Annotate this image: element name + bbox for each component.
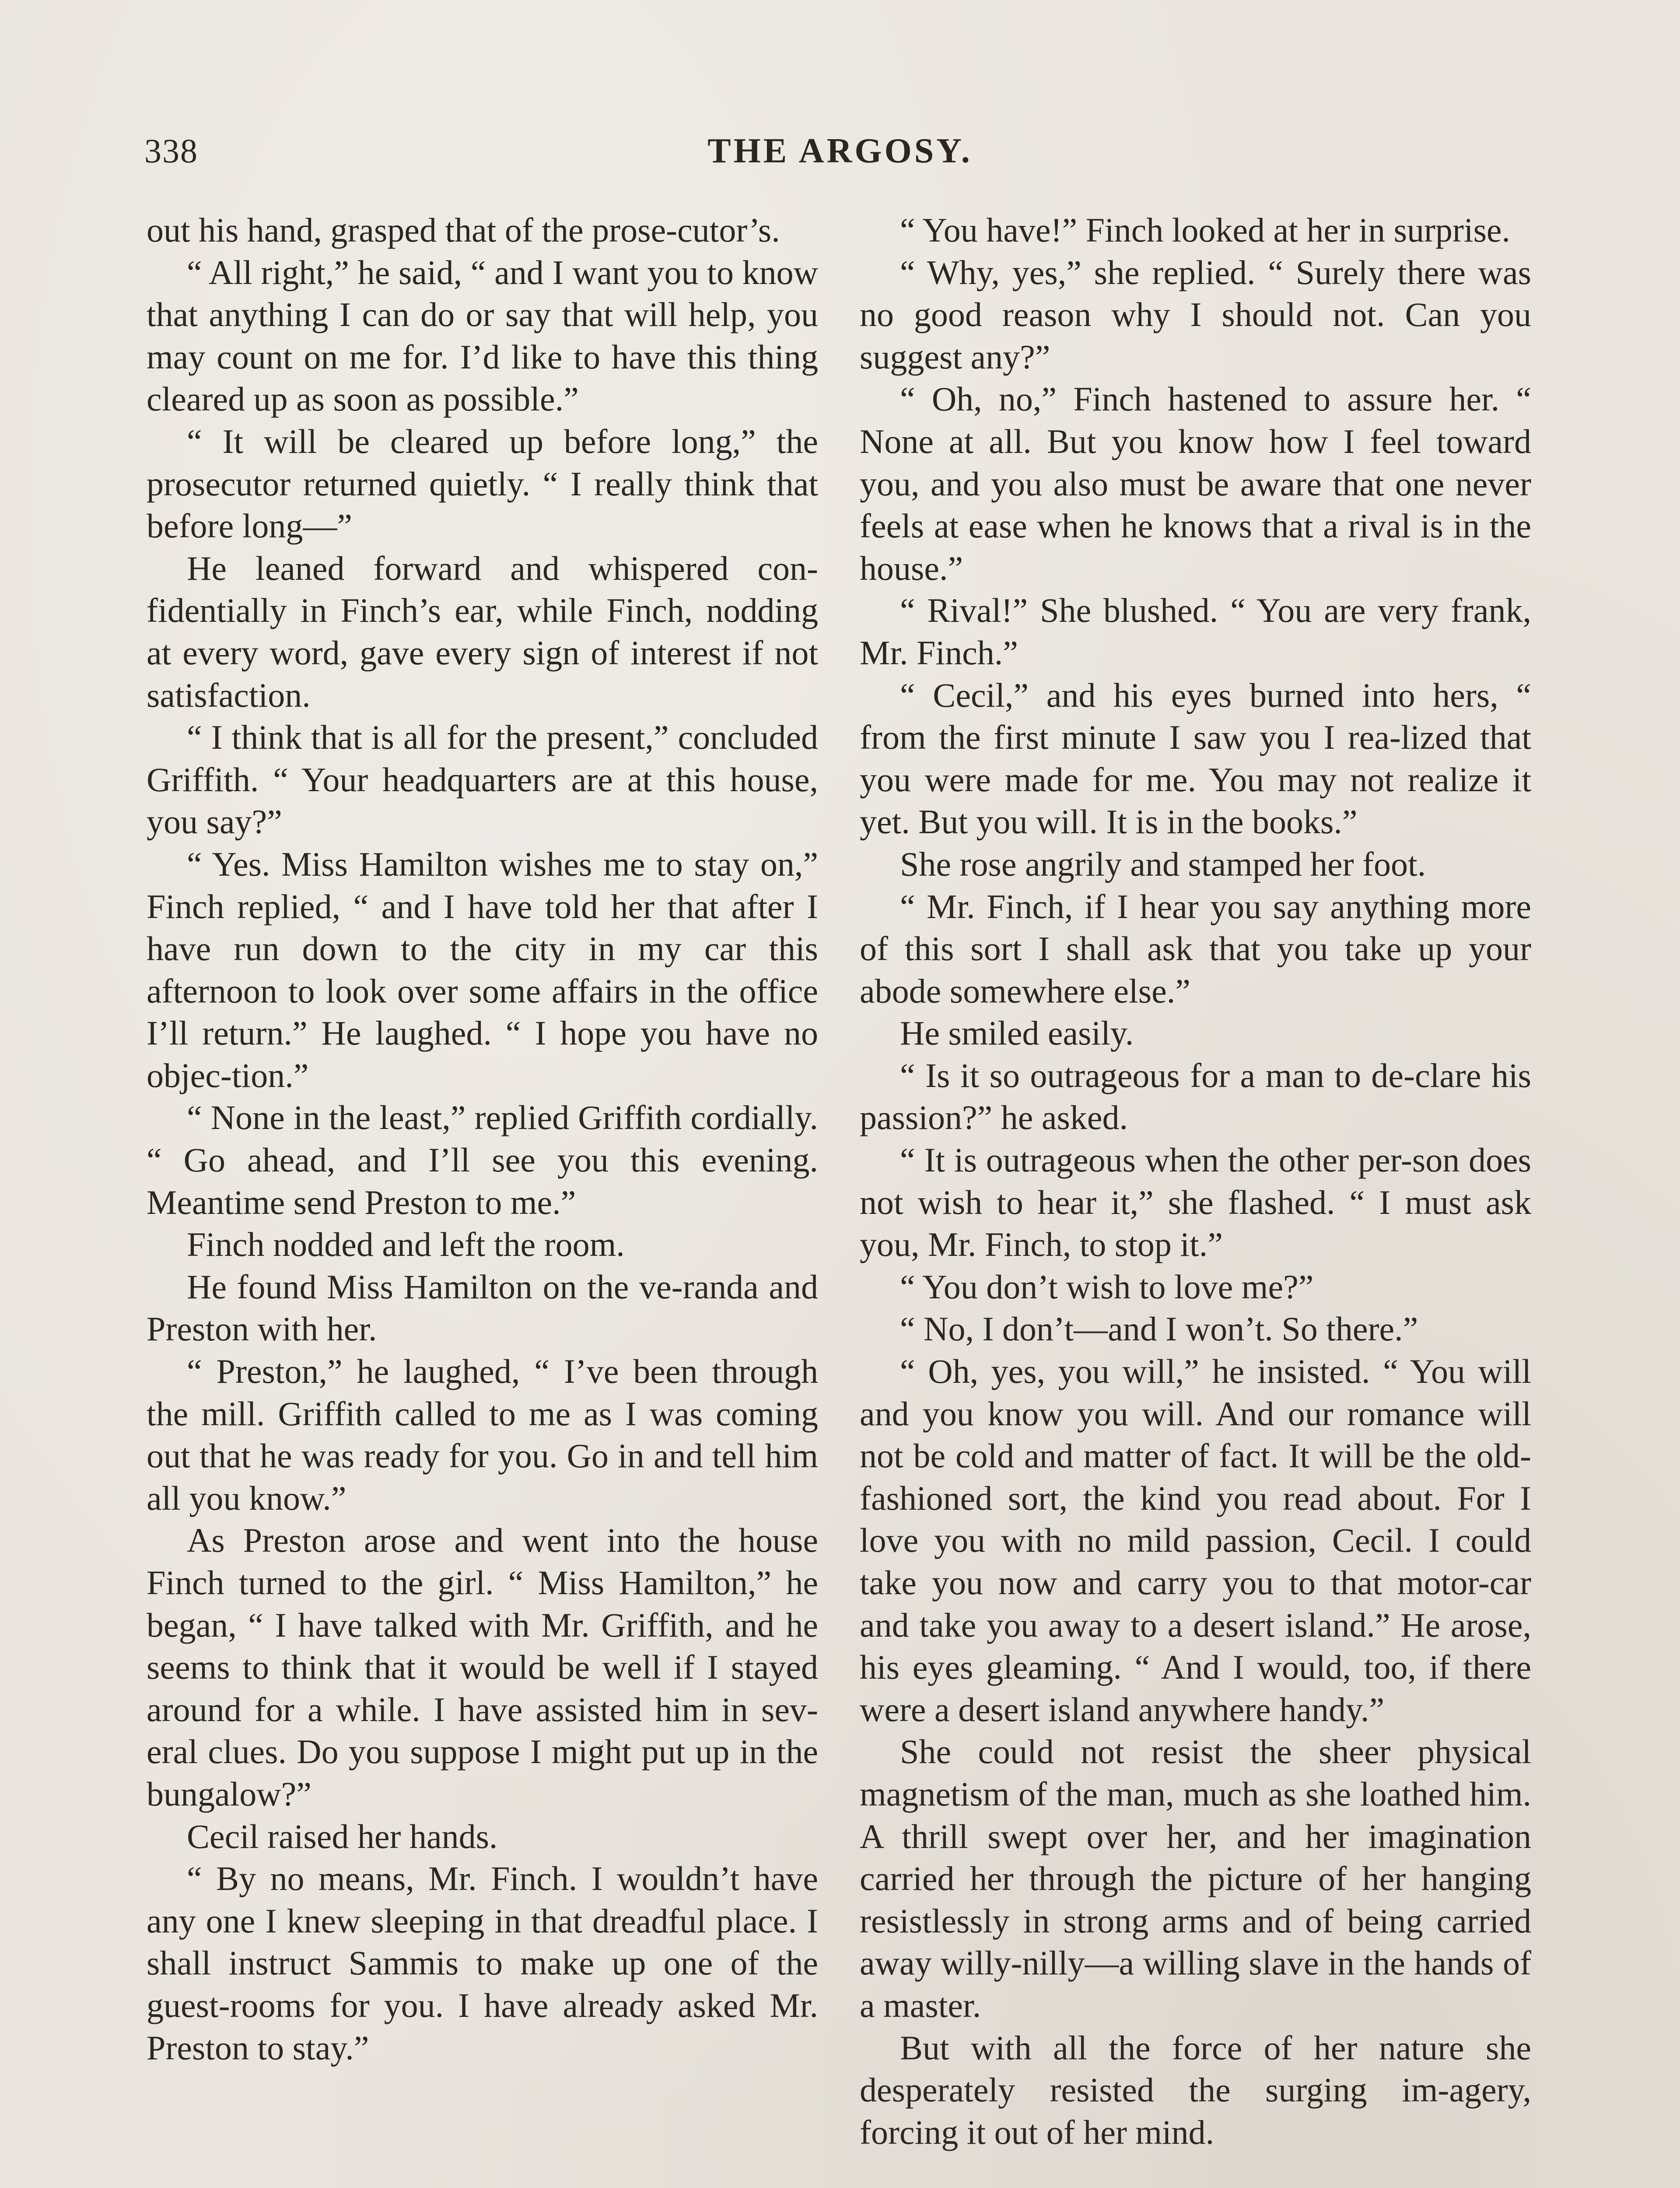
paragraph: “ Why, yes,” she replied. “ Surely there was no good reason why I should not. Can you suggest any?”	[860, 253, 1531, 376]
paragraph: “ You don’t wish to love me?”	[900, 1267, 1314, 1306]
page-number: 338	[144, 132, 198, 170]
left-column	[147, 209, 818, 2069]
paragraph: But with all the force of her nature she desperately resisted the surging im-agery, forcing it out of her mind.	[860, 2028, 1531, 2151]
paragraph: “ No, I don’t—and I won’t. So there.”	[900, 1310, 1418, 1348]
page-header	[144, 127, 1536, 175]
paragraph: out his hand, grasped that of the prose-cutor’s.	[147, 211, 780, 249]
paragraph: He leaned forward and whispered con-fidentially in Finch’s ear, while Finch, nodding at every word, gave every sign of interest if not satisfaction.	[147, 549, 818, 714]
paragraph: “ Cecil,” and his eyes burned into hers, “ from the first minute I saw you I rea-lized that you were made for me. You may not realize it yet. But you will. It is in the books.”	[860, 676, 1531, 841]
paragraph: She rose angrily and stamped her foot.	[900, 845, 1426, 883]
paragraph: “ It is outrageous when the other per-son does not wish to hear it,” she flashed. “ I must ask you, Mr. Finch, to stop it.”	[860, 1141, 1531, 1264]
paragraph: “ Mr. Finch, if I hear you say anything more of this sort I shall ask that you take up your abode somewhere else.”	[860, 887, 1531, 1010]
paragraph: “ Is it so outrageous for a man to de-clare his passion?” he asked.	[860, 1056, 1531, 1137]
paragraph: She could not resist the sheer physical magnetism of the man, much as she loathed him. A thrill swept over her, and her imagination carried her through the picture of her hanging resistlessly in strong arms and of being carried away willy-nilly—a willing slave in the hands of a master.	[860, 1732, 1531, 2024]
paragraph: “ You have!” Finch looked at her in surprise.	[900, 211, 1511, 249]
paragraph: “ All right,” he said, “ and I want you to know that anything I can do or say that will help, you may count on me for. I’d like to have this thing cleared up as soon as possible.”	[147, 253, 818, 418]
paragraph: “ It will be cleared up before long,” the prosecutor returned quietly. “ I really think that before long—”	[147, 422, 818, 545]
paragraph: “ None in the least,” replied Griffith cordially. “ Go ahead, and I’ll see you this evening. Meantime send Preston to me.”	[147, 1098, 818, 1221]
paragraph: “ Yes. Miss Hamilton wishes me to stay on,” Finch replied, “ and I have told her that after I have run down to the city in my car this afternoon to look over some affairs in the office I’ll return.” He laughed. “ I hope you have no objec-tion.”	[147, 845, 818, 1094]
paragraph: “ By no means, Mr. Finch. I wouldn’t have any one I knew sleeping in that dreadful place. I shall instruct Sammis to make up one of the guest-rooms for you. I have already asked Mr. Preston to stay.”	[147, 1859, 818, 2067]
paragraph: He smiled easily.	[900, 1014, 1134, 1052]
paragraph: “ Oh, no,” Finch hastened to assure her. “ None at all. But you know how I feel toward you, and you also must be aware that one never feels at ease when he knows that a rival is in the house.”	[860, 380, 1531, 587]
paragraph: “ Oh, yes, you will,” he insisted. “ You will and you know you will. And our romance will not be cold and matter of fact. It will be the old-fashioned sort, the kind you read about. For I love you with no mild passion, Cecil. I could take you now and carry you to that motor-car and take you away to a desert island.” He arose, his eyes gleaming. “ And I would, too, if there were a desert island anywhere handy.”	[860, 1352, 1531, 1729]
paragraph: “ Rival!” She blushed. “ You are very frank, Mr. Finch.”	[860, 591, 1531, 672]
paragraph: He found Miss Hamilton on the ve-randa and Preston with her.	[147, 1267, 818, 1348]
paragraph: “ I think that is all for the present,” concluded Griffith. “ Your headquarters are at this house, you say?”	[147, 718, 818, 841]
paragraph: As Preston arose and went into the house Finch turned to the girl. “ Miss Hamilton,” he began, “ I have talked with Mr. Griffith, and he seems to think that it would be well if I stayed around for a while. I have assisted him in sev-eral clues. Do you suppose I might put up in the bungalow?”	[147, 1521, 818, 1813]
running-head: THE ARGOSY.	[707, 132, 973, 170]
paragraph: “ Preston,” he laughed, “ I’ve been through the mill. Griffith called to me as I was coming out that he was ready for you. Go in and tell him all you know.”	[147, 1352, 818, 1517]
right-column	[860, 209, 1531, 2153]
paragraph: Finch nodded and left the room.	[187, 1225, 625, 1264]
paragraph: Cecil raised her hands.	[187, 1817, 498, 1855]
